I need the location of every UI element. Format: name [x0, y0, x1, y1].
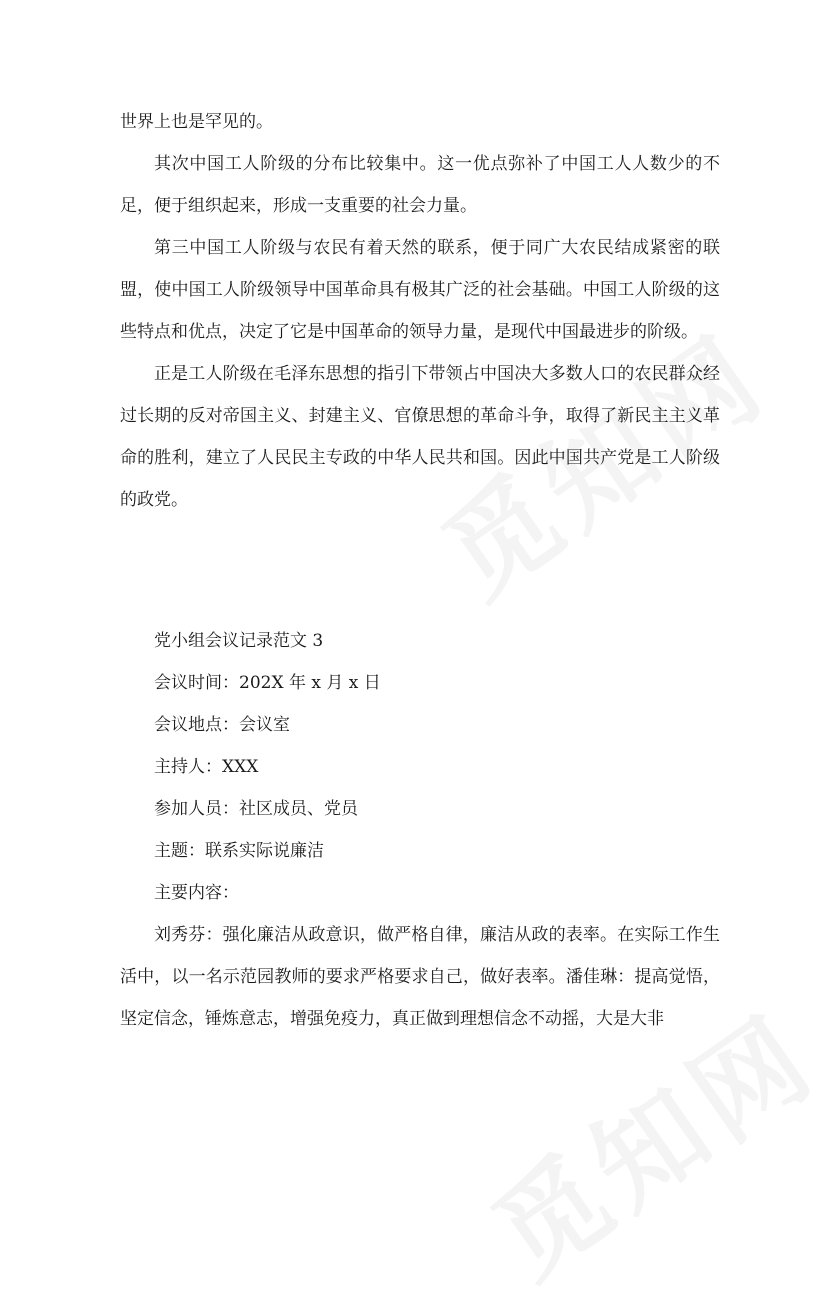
main-content-paragraph: 刘秀芬：强化廉洁从政意识，做严格自律，廉洁从政的表率。在实际工作生活中，以一名示范园教师的要求严格要求自己，做好表率。潘佳琳：提高觉悟，坚定信念，锤炼意志，增强免疫力，真正做到理想信念不动摇，大是大非 — [120, 925, 720, 1029]
paragraph: 世界上也是罕见的。 — [120, 112, 273, 132]
meeting-topic: 主题：联系实际说廉洁 — [154, 841, 324, 861]
body-section-two — [120, 620, 720, 1040]
meeting-time: 会议时间：202X 年 x 月 x 日 — [154, 673, 381, 693]
paragraph: 正是工人阶级在毛泽东思想的指引下带领占中国决大多数人口的农民群众经过长期的反对帝国主义、封建主义、官僚思想的革命斗争，取得了新民主主义革命的胜利，建立了人民民主专政的中华人民共和国。因此中国共产党是工人阶级的政党。 — [120, 364, 720, 510]
meeting-participants: 参加人员：社区成员、党员 — [154, 799, 358, 819]
main-content-label: 主要内容： — [154, 883, 239, 903]
meeting-host: 主持人：XXX — [154, 757, 259, 777]
paragraph: 第三中国工人阶级与农民有着天然的联系，便于同广大农民结成紧密的联盟，使中国工人阶级领导中国革命具有极其广泛的社会基础。中国工人阶级的这些特点和优点，决定了它是中国革命的领导力量，是现代中国最进步的阶级。 — [120, 238, 720, 342]
body-section-one — [120, 101, 720, 521]
paragraph: 其次中国工人阶级的分布比较集中。这一优点弥补了中国工人人数少的不足，便于组织起来，形成一支重要的社会力量。 — [120, 154, 720, 216]
section-title: 党小组会议记录范文 3 — [154, 631, 324, 651]
meeting-place: 会议地点：会议室 — [154, 715, 290, 735]
